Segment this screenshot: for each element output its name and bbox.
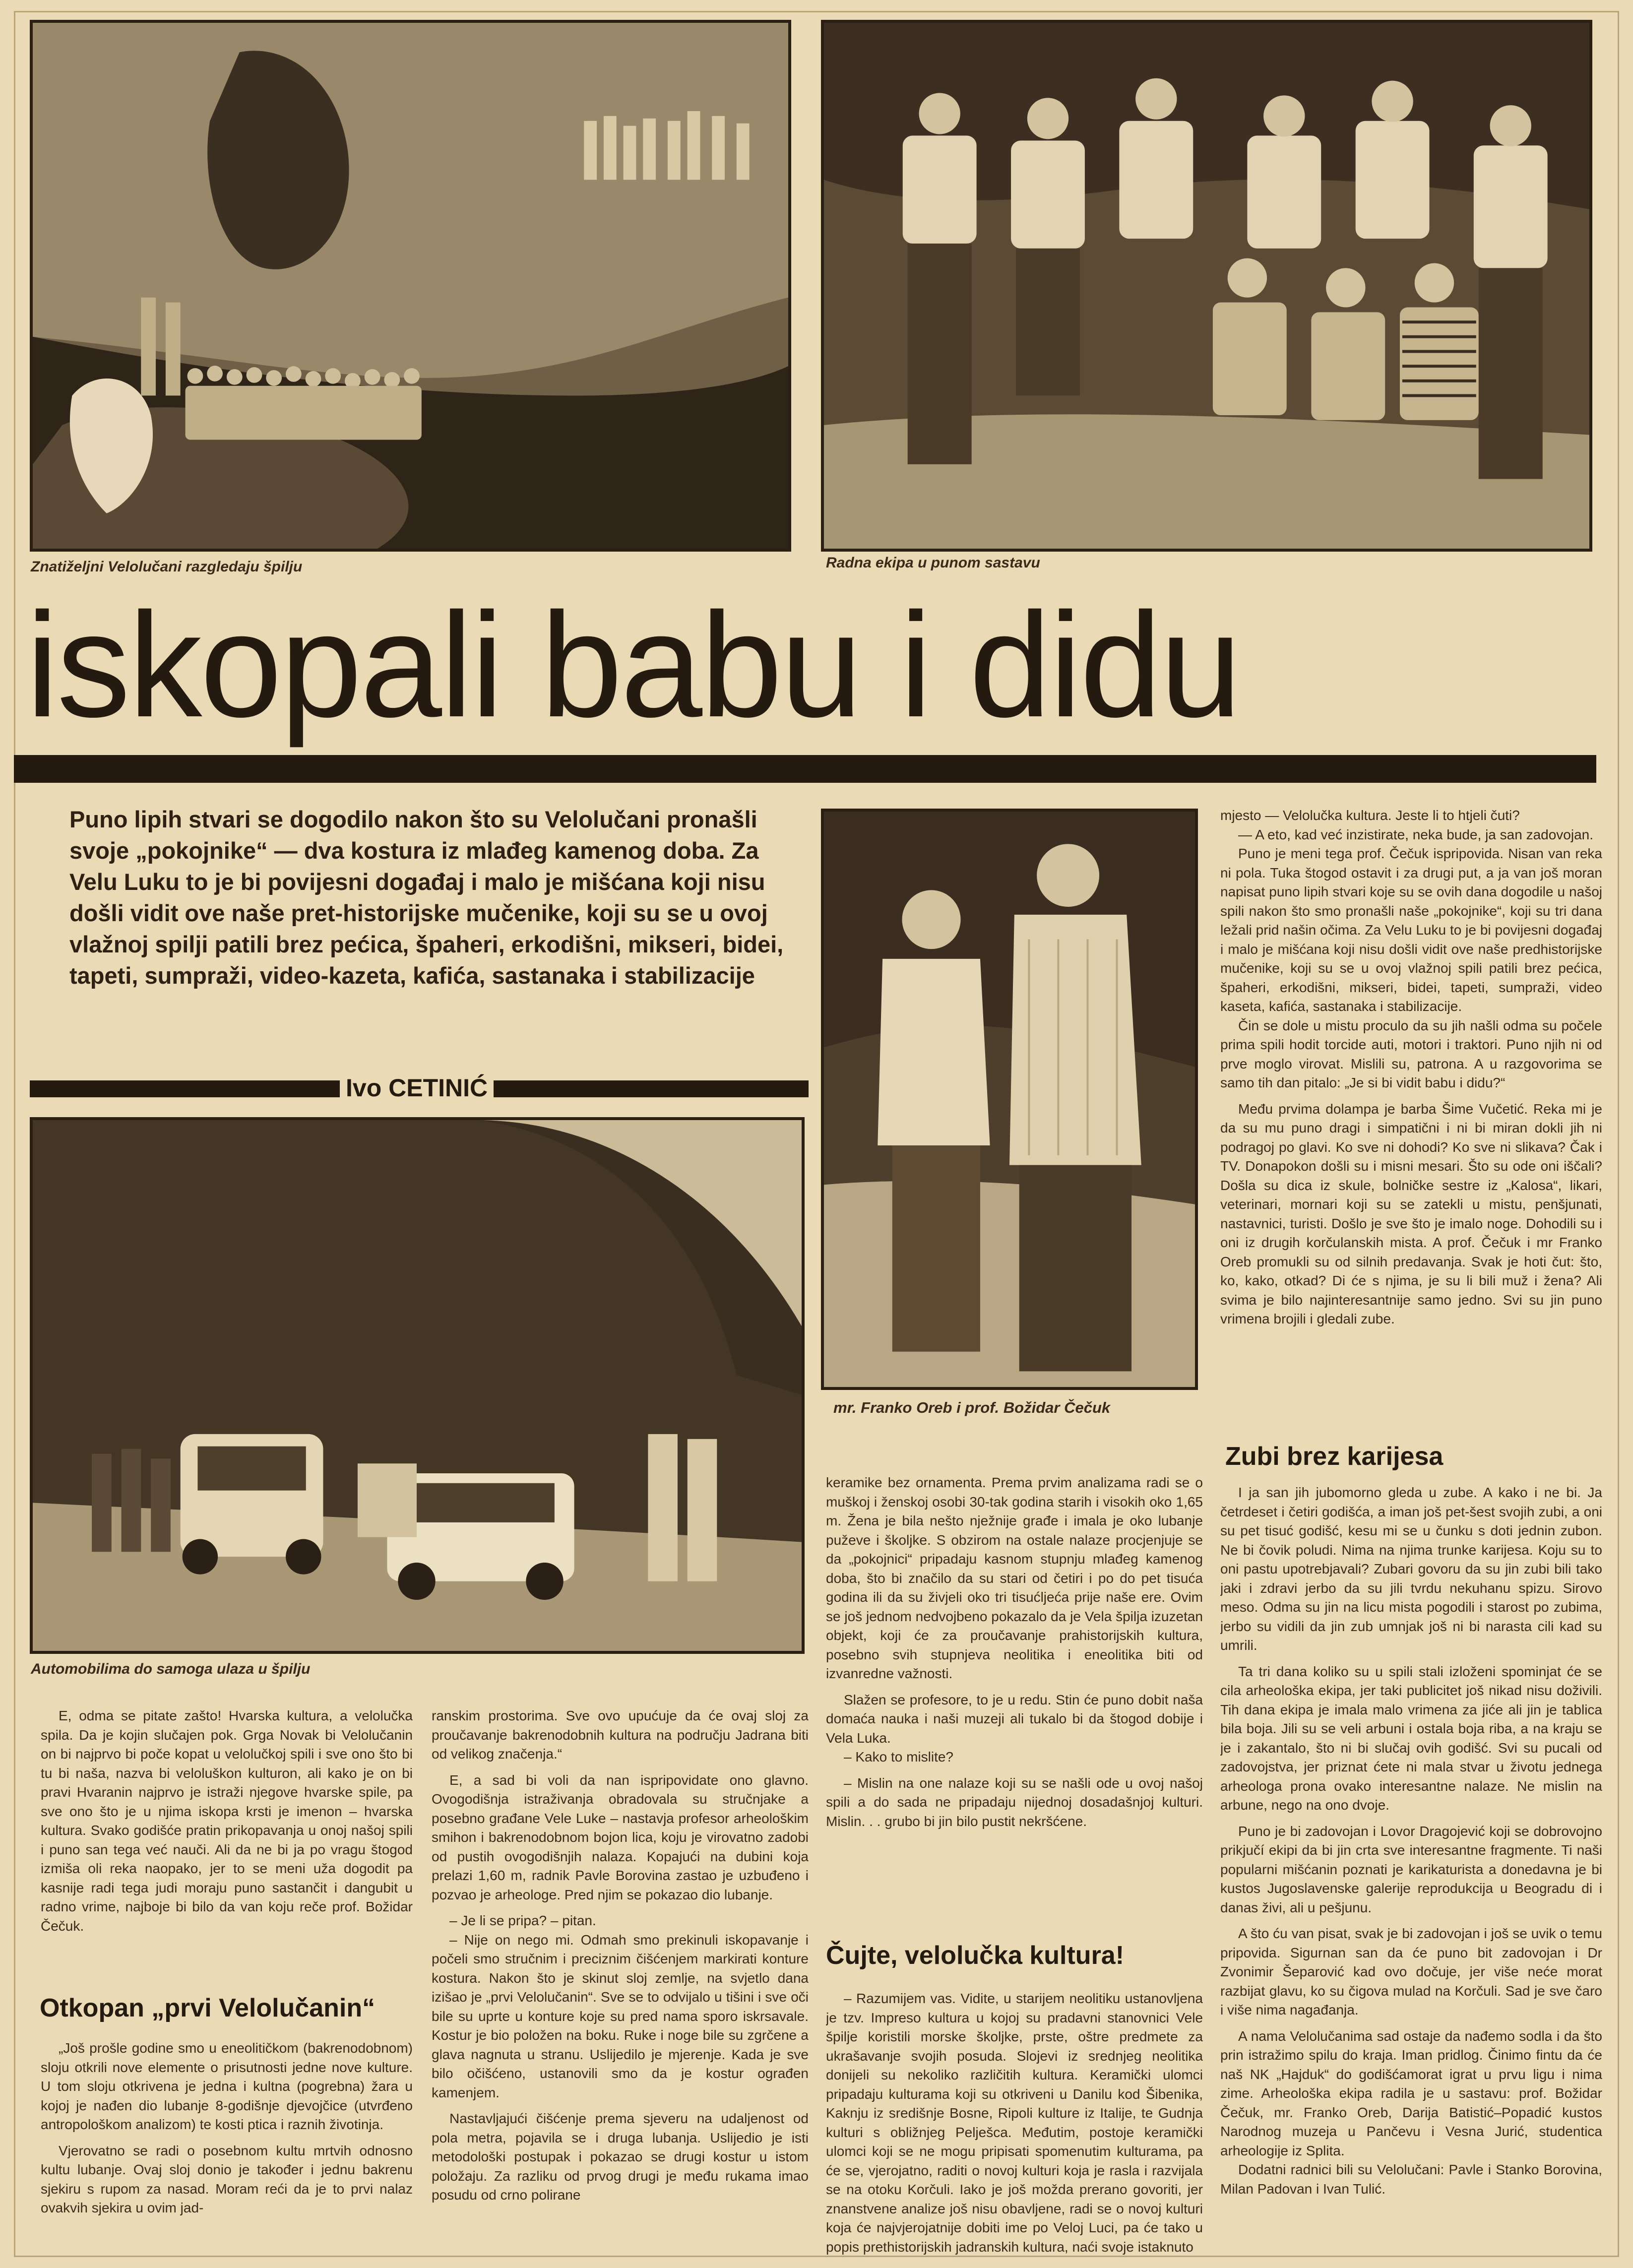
column-1-bottom [41,2039,413,2262]
paragraph: E, a sad bi voli da nan ispripovidate ono glavno. Ovogodišnja istraživanja obradovala su stručnjake a posebno građane Vele Luke – nastavja profesor arheološkim smihon i bakrenodobnom bojon lica, koju je virovatno zadobi od pustih ovogodišnjih nalaza. Kopajući na dubini koja prelazi 1,60 m, radnik Pavle Borovina zastao je uzbuđeno i pozvao je arheologe. Pred njim se pokazao dio lubanje. [432,1772,809,1902]
photo-team [821,20,1592,552]
caption-cave-crowd: Znatiželjni Velolučani razgledaju špilju [31,559,303,575]
photo-cars [30,1117,805,1654]
headline: iskopali babu i didu [26,581,1240,748]
byline: Ivo CETINIĆ [340,1073,494,1102]
lead-paragraph: Puno lipih stvari se dogodilo nakon što su Velolučani pronašli svoje „pokojnike“ — dva kostura iz mlađeg kamenog doba. Za Velu Luku to je bi povijesni događaj i malo je mišćana koji nisu došli vidit ove naše pret-historijske mučenike, koji su se u ovoj vlažnoj spilji patili brez pećica, špaheri, erkodišni, mikseri, bidei, tapeti, sumpraži, video-kazeta, kafića, sastanaka i stabilizacije [69,806,784,989]
column-3-bottom [826,1989,1203,2262]
paragraph: Nastavljajući čišćenje prema sjeveru na udaljenost od pola metra, pojavila se i druga lubanja. Uslijedio je isti metodološki postupak i pokazao se drugi kostur u istom položaju. Za razliku od prvog drugi je među rukama imao posudu od crno polirane [432,2111,809,2203]
paragraph: Puno je meni tega prof. Čečuk ispripovida. Nisan van reka ni pola. Tuka štogod ostavit i za drugi put, a ja van još moran napisat puno lipih stvari koje su se ovih dana dogodile u našoj spili nakon što smo pronašli naše „pokojnike“, koji su tri dana ležali prid našin očima. Za Velu Luku to je bi povijesni događaj i malo je mišćana koji nisu došli vidit ove naše predhistorijske mučenike, koji su se u ovoj vlažnoj spili patili brez pećica, špaheri, erkodišni, mikseri, bidei, tapeti, sumpraži, video kaseta, kafića, sastanaka i stabilizacije. [1220,846,1602,1014]
paragraph: ranskim prostorima. Sve ovo upućuje da će ovaj sloj za proučavanje bakrenodobnih kultura na području Jadrana biti od velikog značenja.“ [432,1708,809,1762]
paragraph: — A eto, kad već inzistirate, neka bude, ja san zadovojan. [1238,826,1593,842]
paragraph: mjesto — Velolučka kultura. Jeste li to htjeli čuti? [1220,808,1520,823]
subhead-cujte: Čujte, velolučka kultura! [826,1941,1125,1970]
paragraph: Čin se dole u mistu proculo da su jih našli odma su počele prima spili hodit torcide auti, motori i traktori. Puno njih ni od prve moglo virovat. Mislili su, patrona. A u razgovorima se samo tih dan pitalo: „Je si bi vidit babu i didu?“ [1220,1017,1602,1090]
paragraph: „Još prošle godine smo u eneolitičkom (bakrenodobnom) sloju otkrili nove elemente o prisutnosti jedne nove kulture. U tom sloju otkrivena je jedna i kultna (pogrebna) žara u kojoj je nađen dio lubanje 8-godišnje djevojčice (utvrđeno antropološkom analizom) te kosti ptica i raznih životinja. [41,2040,413,2132]
paragraph: – Je li se pripa? – pitan. [449,1913,596,1928]
paragraph: Slažen se profesore, to je u redu. Stin će puno dobit naša domaća nauka i naši muzeji ali tukalo bi da štogod dobije i Vela Luka. [826,1692,1203,1746]
paragraph: A što ću van pisat, svak je bi zadovojan i još se uvik o temu pripovida. Sigurnan san da će puno bit zadovojan i Dr Zvonimir Šeparović kad ovo dočuje, jer više neće morat razbijat glavu, ko su čigova mulad na Korčuli. Sad je sve čaro i više nima nagađanja. [1220,1926,1602,2017]
column-4-bottom [1220,1483,1602,2262]
headline-rule [14,755,1596,783]
paragraph: A nama Velolučanima sad ostaje da nađemo sodla i da što prin istražimo spilu do kraja. Iman pridlog. Činimo fintu da će naš NK „Hajduk“ do godišćamorat igrat u prvu ligu i nima zime. Arheološka ekipa radila je u sastavu: prof. Božidar Čečuk, mr. Franko Oreb, Darija Batistić–Popadić kustos Narodnog muzeja u Pančevu i Vesna Jurić, studentica arheologije iz Splita. [1220,2028,1602,2158]
paragraph: – Mislin na one nalaze koji su se našli ode u ovoj našoj spili a do sada ne pripadaju nijednoj dosadašnjoj kulturi. Mislin. . . grubo bi jin bilo pustit nekršćene. [826,1775,1203,1829]
paragraph: – Kako to mislite? [844,1749,953,1764]
subhead-zubi: Zubi brez karijesa [1225,1442,1444,1471]
paragraph: E, odma se pitate zašto! Hvarska kultura, a velolučka spila. Da je kojin slučajen pok. Grga Novak bi Velolučanin on bi najprvo bi poče kopat u velolučkoj spili i sve ono što bi tu bi naša, nazva bi veloluškon kulturon, ali kako je on bi pravi Hvaranin najprvo je istraži njegove hvarske spile, pa sve ono što je u njima iskopa krsti je imenon – hvarska kultura. Svako godišće pratin prikopavanja u onoj našoj spili i puno san tega već nauči. Ali da ne bi ja po vragu štogod izmiša oli reka naopako, jer to se meni uža dogodit pa kasnije radi tega judi moraju puno sastančit i dangubit u radno vrime, najboje bi bilo da van koju reče prof. Božidar Čečuk. [41,1708,413,1934]
paragraph: Među prvima dolampa je barba Šime Vučetić. Reka mi je da su mu puno dragi i simpatični i ni bi miran dokli jih ni podragoj po glavi. Ko sve ni dohodi? Ko sve ni slikava? Čak i TV. Donapokon došli su i misni mesari. Što su ode oni iščali? Došla su dica iz skule, bolničke sestre iz „Kalosa“, likari, veterinari, mornari koji su se zatekli u mistu, penšjunati, nastavnici, turisti. Došlo je sve što je imalo noge. Dohodili su i oni iz drugih korčulanskih mista. A prof. Čečuk i mr Franko Oreb promukli su od silnih predavanja. Svak je hoti čut: što, ko, kako, otkad? Di će s njima, je su li bili muž i žena? Ali svima je bilo najinteresantnije samo jedno. Svi su jin puno vrimena brojili i gledali zube. [1220,1101,1602,1326]
column-3-top [826,1473,1203,1912]
column-4-top [1220,806,1602,1401]
paragraph: Vjerovatno se radi o posebnom kultu mrtvih odnosno kultu lubanje. Ovaj sloj donio je također i jednu bakrenu sjekiru s rupom za nasad. Moram reći da je to prvi nalaz ovakvih sjekira u ovim jad- [41,2142,413,2215]
paragraph: – Razumijem vas. Vidite, u starijem neolitiku ustanovljena je tzv. Impreso kultura u kojoj su pradavni stanovnici Vele špilje koristili morske školjke, prste, oštre predmete za ukrašavanje svojih posuda. Slojevi iz srednjeg neolitika donijeli su nekoliko različitih kultura. Keramički ulomci pripadaju kulturama koji su otkriveni u Danilu kod Šibenika, Kaknju iz središnje Bosne, Ripoli kulture iz Italije, te Gudnja kulturi s obližnjeg Pelješca. Međutim, postoje keramički ulomci koji se ne mogu pripisati spomenutim kulturama, pa će se, vjerojatno, raditi o novoj kulturi koja je rasla i razvijala se na otoku Korčuli. Iako je još možda prerano govoriti, jer znanstvene analize još nisu obavljene, radi se o novoj kulturi koja će najvjerojatnije dobiti ime po Veloj Luci, pa će tako u popis prethistorijskih jadranskih kultura, naći svoje istaknuto [826,1991,1203,2255]
column-2 [432,1706,809,2262]
subhead-otkopan: Otkopan „prvi Velolučanin“ [40,1994,376,2022]
caption-two-men: mr. Franko Oreb i prof. Božidar Čečuk [833,1399,1111,1416]
paragraph: Dodatni radnici bili su Velolučani: Pavle i Stanko Borovina, Milan Padovan i Ivan Tulić. [1220,2162,1602,2197]
paragraph: keramike bez ornamenta. Prema prvim analizama radi se o muškoj i ženskoj osobi 30-tak godina starih i visokih oko 1,65 m. Žena je bila nešto nježnije građe i imala je oko lubanje puževe i školjke. S obzirom na ostale nalaze procjenjuje se da „pokojnici“ pripadaju kasnom stupnju mlađeg kamenog doba, što bi značilo da su stari od četiri i po do pet tisuća godina ili da su živjeli oko tri tisućljeća prije naše ere. Ovim se još jednom nedvojbeno pokazalo da je Vela špilja izuzetan objekt, koji će za proučavanje prahistorijskih kultura, posebno svih stupnjeva neolitika i eneolitika biti od izvanredne važnosti. [826,1475,1203,1681]
paragraph: Puno je bi zadovojan i Lovor Dragojević koji se dobrovojno prikjučí ekipi da bi jin crta sve interesantne fragmente. Ti naši popularni mišćanin poznati je karikaturista a donedavna je bi kustos Jugoslavenske galerije reprodukcija u Beogradu di i danas živi, ali u pešjunu. [1220,1823,1602,1915]
column-1-top [41,1706,413,1957]
paragraph: – Nije on nego mi. Odmah smo prekinuli iskopavanje i počeli smo stručnim i preciznim čišćenjem markirati konture kostura. Nakon što je skinut sloj zemlje, na svjetlo dana izišao je „prvi Velolučanin“. Sve se to odvijalo u tišini i sve oči bile su uprte u konture koje su pred nama sporo iskrsavale. Kostur je bio položen na boku. Ruke i noge bile su zgrčene a glava nagnuta u stranu. Uslijedilo je mjerenje. Kada je sve bilo očišćeno, ustanovili smo da je kostur ograđen kamenjem. [432,1932,809,2100]
photo-cave-crowd [30,20,791,552]
caption-team: Radna ekipa u punom sastavu [826,555,1040,571]
caption-cars: Automobilima do samoga ulaza u špilju [31,1661,311,1677]
paragraph: Ta tri dana koliko su u spili stali izloženi spominjat će se cila arheološka ekipa, jer taki publicitet još nikad nisu doživili. Tih dana ekipa je imala malo vrimena za jiće ali jin je tablica bila boja. Jili su se veli arbuni i ostala boja riba, a na kraju se je i zakantalo, što ni bi slučaj ovih godišć. Svi su pucali od zadovojstva, jer priznat ćete ni mala stvar u životu jednega arheologa prona ovako interesantne nalaze. Ne mislin na arbune, nego na ono dvoje. [1220,1663,1602,1813]
paragraph: I ja san jih jubomorno gleda u zube. A kako i ne bi. Ja četrdeset i četiri godišća, a iman još pet-šest svojih zubi, a oni su pet tisuć godišć, kesu mi se u čunku s doti jednin zubon. Ne bi čovik poludi. Nima na njima trunke karijesa. Koju su to oni pastu upotrebjavali? Zubari govoru da su jin zubi bili tako jaki i zdravi jerbo da su jili tvrdu nekuhanu spizu. Sirovo meso. Odma su jin na licu mista pogodili i starost po zubima, jerbo su vidili da jin zub umnjak još ni bi narasta cili kad su umrili. [1220,1485,1602,1653]
photo-two-men [821,809,1198,1390]
